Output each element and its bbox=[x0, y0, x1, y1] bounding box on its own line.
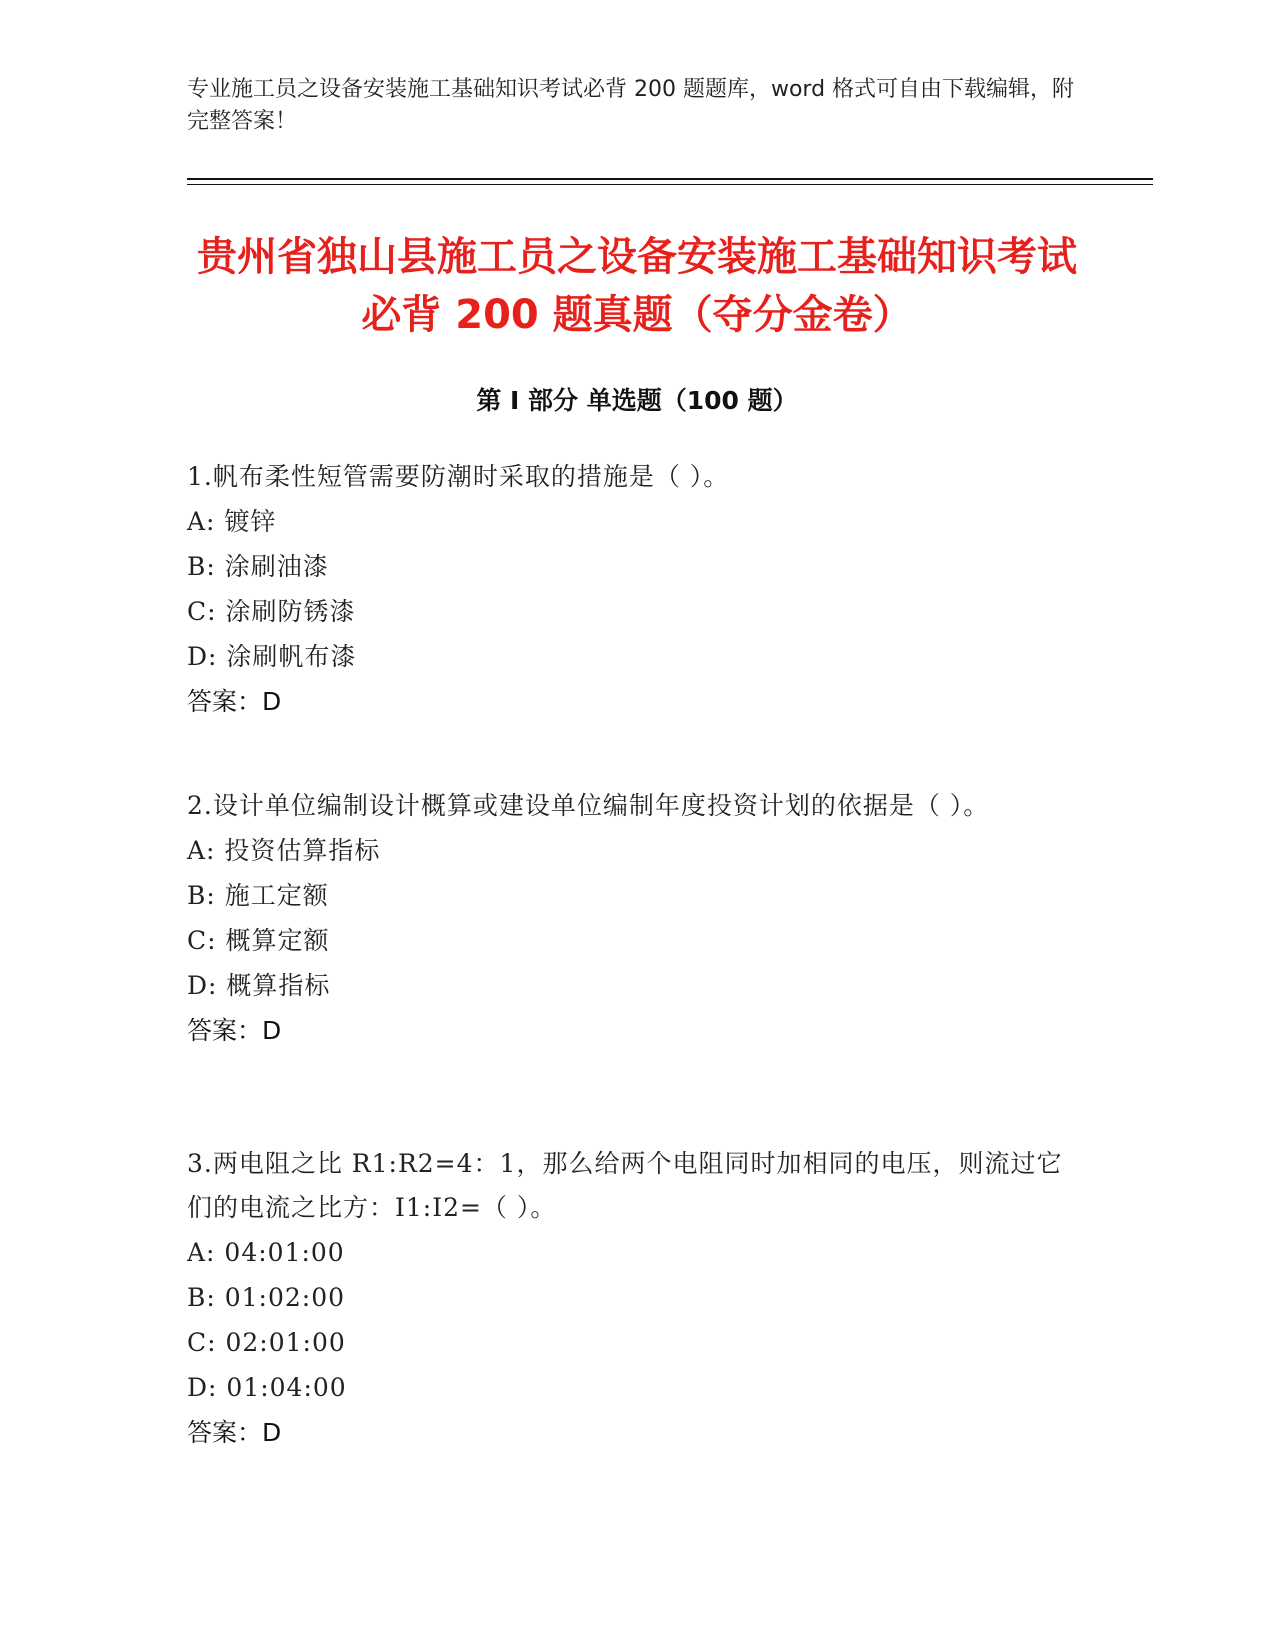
option-c: C: 概算定额 bbox=[187, 926, 330, 955]
option-d: D: 01:04:00 bbox=[187, 1373, 347, 1402]
option-a: A: 镀锌 bbox=[187, 507, 277, 536]
question-stem: 3.两电阻之比 R1:R2=4：1，那么给两个电阻同时加相同的电压，则流过它们的电流之比方：I1:I2=（ ）。 bbox=[187, 1149, 1063, 1222]
option-a: A: 04:01:00 bbox=[187, 1238, 345, 1267]
option-c: C: 02:01:00 bbox=[187, 1328, 346, 1357]
question-stem: 2.设计单位编制设计概算或建设单位编制年度投资计划的依据是（ ）。 bbox=[187, 791, 990, 820]
option-a: A: 投资估算指标 bbox=[187, 836, 381, 865]
header-divider-thick bbox=[187, 178, 1153, 180]
question-stem: 1.帆布柔性短管需要防潮时采取的措施是（ ）。 bbox=[187, 462, 730, 491]
option-c: C: 涂刷防锈漆 bbox=[187, 597, 356, 626]
answer: 答案：D bbox=[187, 1418, 282, 1447]
header-divider-thin bbox=[187, 184, 1153, 185]
document-title: 贵州省独山县施工员之设备安装施工基础知识考试必背 200 题真题（夺分金卷） bbox=[197, 234, 1077, 338]
option-b: B: 施工定额 bbox=[187, 881, 329, 910]
header-note: 专业施工员之设备安装施工基础知识考试必背 200 题题库，word 格式可自由下载编辑，附完整答案！ bbox=[187, 77, 1075, 134]
option-d: D: 涂刷帆布漆 bbox=[187, 642, 357, 671]
option-b: B: 涂刷油漆 bbox=[187, 552, 329, 581]
question-3 bbox=[187, 1142, 1087, 1455]
option-b: B: 01:02:00 bbox=[187, 1283, 346, 1312]
question-2 bbox=[187, 784, 1087, 1053]
option-d: D: 概算指标 bbox=[187, 971, 331, 1000]
question-1 bbox=[187, 455, 1087, 724]
answer: 答案：D bbox=[187, 687, 282, 716]
section-title: 第 I 部分 单选题（100 题） bbox=[476, 386, 798, 415]
answer: 答案：D bbox=[187, 1016, 282, 1045]
